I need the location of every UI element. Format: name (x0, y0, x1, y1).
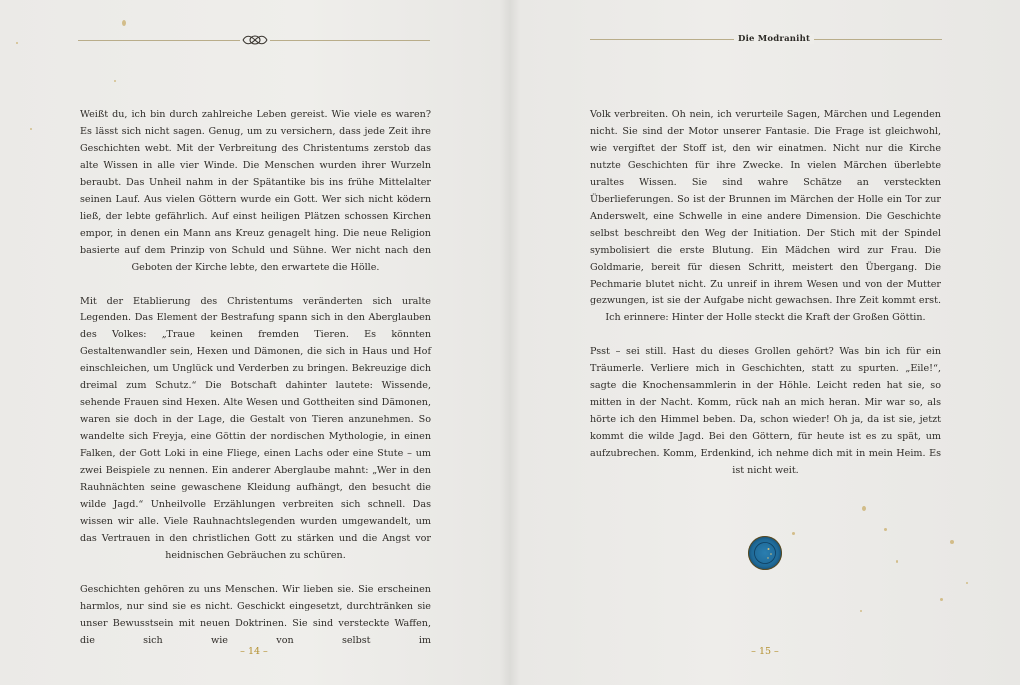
paper-speck (792, 532, 795, 535)
running-head: Die Modraniht (734, 34, 814, 44)
right-page (510, 0, 1020, 685)
paper-speck (884, 528, 887, 531)
left-paragraph-2: Mit der Etablierung des Christentums veränderten sich uralte Legenden. Das Element der Bestrafung spann sich in den Aberglauben des Volkes: „Traue keinen fremden Tieren. Es könnten Gestaltenwandler sein, Hexen und Dämonen, die sich in Haus und Hof einschleichen, um Unglück und Verderben zu bringen. Bekreuzige dich dreimal zum Schutz.“ Die Botschaft dahinter lautete: Wissende, sehende Frauen sind Hexen. Alte Wesen und Gottheiten sind Dämonen, waren sie doch in der Lage, die Gestalt von Tieren anzunehmen. So wandelte sich Freyja, eine Göttin der nordischen Mythologie, in einen Falken, der Gott Loki in eine Fliege, einen Lachs oder eine Stute – um zwei Beispiele zu nennen. Ein anderer Aberglaube mahnt: „Wer in den Rauhnächten seine gewaschene Kleidung aufhängt, den besucht die wilde Jagd.“ Unheilvolle Erzählungen verbreiten sich schnell. Das wissen wir alle. Viele Rauhnachtslegenden wurden umgewandelt, um das Vertrauen in den christlichen Gott zu stärken und die Angst vor heidnischen Gebräuchen zu schüren. (80, 295, 431, 561)
right-page-text (590, 107, 941, 480)
paper-speck (862, 506, 866, 511)
page-number-left: – 14 – (240, 646, 268, 657)
left-paragraph-3: Geschichten gehören zu uns Menschen. Wir lieben sie. Sie erscheinen harmlos, nur sind sie es nicht. Geschickt eingesetzt, durchtränken sie unser Bewusstsein mit neuen Doktrinen. Sie sind versteckte Waffen, die sich wie von selbst im (80, 583, 431, 646)
page-number-right: – 15 – (751, 646, 779, 657)
paper-speck (30, 128, 32, 130)
paper-speck (860, 610, 862, 612)
right-paragraph-2: Psst – sei still. Hast du dieses Grollen gehört? Was bin ich für ein Träumerle. Verliere mich in Geschichten, statt zu spurten. „Eile!“, sagte die Knochensammlerin in der Höhle. Leicht reden hat sie, so mitten in der Nacht. Komm, rück nah an mich heran. Mir war so, als hörte ich den Himmel beben. Da, schon wieder! Oh ja, da ist sie, jetzt kommt die wilde Jagd. Bei den Göttern, für heute ist es zu spät, um aufzubrechen. Komm, Erdenkind, ich nehme dich mit in mein Heim. Es ist nicht weit. (590, 346, 941, 477)
paper-speck (16, 42, 18, 44)
right-paragraph-1: Volk verbreiten. Oh nein, ich verurteile Sagen, Märchen und Legenden nicht. Sie sind der Motor unserer Fantasie. Die Frage ist gleichwohl, wie vergiftet der Stoff ist, den wir einatmen. Nicht nur die Kirche nutzte Geschichten für ihre Zwecke. In vielen Märchen überlebte uraltes Wissen. Sie sind wahre Schätze an versteckten Überlieferungen. So ist der Brunnen im Märchen der Holle ein Tor zur Anderswelt, eine Schwelle in eine andere Dimension. Die Geschichte selbst beschreibt den Weg der Initiation. Der Stich mit der Spindel symbolisiert die erste Blutung. Ein Mädchen wird zur Frau. Die Goldmarie, bereit für diesen Schritt, meistert den Übergang. Die Pechmarie blutet nicht. Zu unreif in ihrem Wesen und von der Mutter gezwungen, ist sie der Aufgabe nicht gewachsen. Ihre Zeit kommt erst. Ich erinnere: Hinter der Holle steckt die Kraft der Großen Göttin. (590, 109, 941, 324)
left-page-text (80, 107, 431, 650)
header-rule-right (270, 40, 430, 41)
paper-speck (896, 560, 898, 563)
paper-speck (950, 540, 954, 544)
knot-ornament-icon (241, 34, 269, 46)
paper-speck (940, 598, 943, 601)
paper-speck (114, 80, 116, 82)
header-rule-left (78, 40, 240, 41)
left-paragraph-1: Weißt du, ich bin durch zahlreiche Leben gereist. Wie viele es waren? Es lässt sich nicht sagen. Genug, um zu versichern, dass jede Zeit ihre Geschichten webt. Mit der Verbreitung des Christentums zerstob das alte Wissen in alle vier Winde. Die Menschen wurden ihrer Wurzeln beraubt. Das Unheil nahm in der Spätantike bis ins frühe Mittelalter seinen Lauf. Aus vielen Göttern wurde ein Gott. Wer sich nicht ködern ließ, der lebte gefährlich. Auf einst heiligen Plätzen schossen Kirchen empor, in denen ein Mann ans Kreuz genagelt hing. Die neue Religion basierte auf dem Prinzip von Schuld und Sühne. Wer nicht nach den Geboten der Kirche lebte, den erwartete die Hölle. (80, 109, 431, 273)
moon-seal-icon (748, 536, 782, 570)
paper-speck (122, 20, 126, 26)
paper-speck (966, 582, 968, 584)
